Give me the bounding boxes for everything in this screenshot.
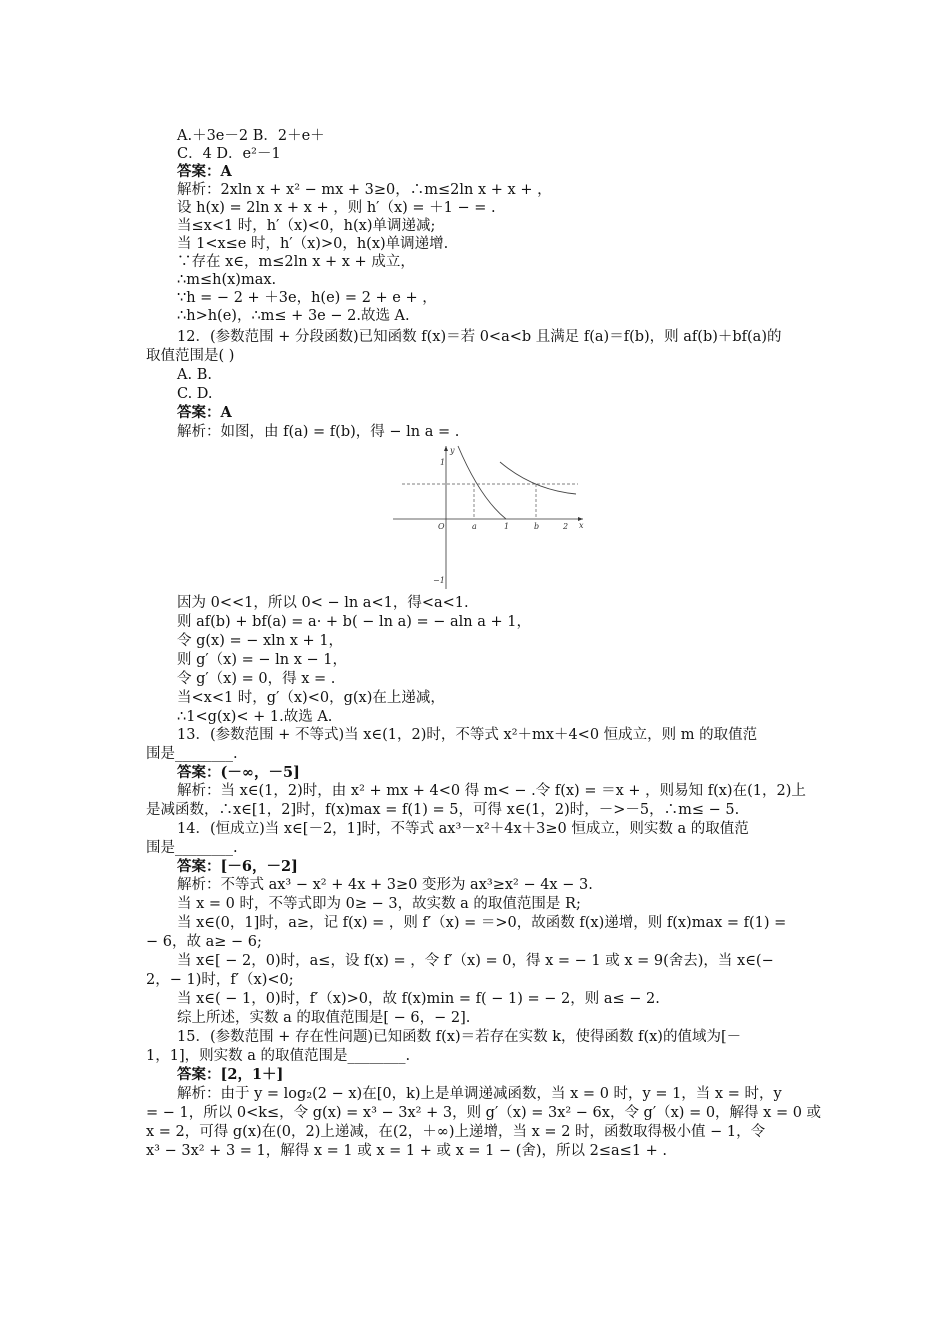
solution-line: 因为 0<<1，所以 0< − ln a<1，得<a<1. [177, 595, 469, 611]
question-13: 13．(参数范围 + 不等式)当 x∈(1，2)时，不等式 x²＋mx＋4<0 恒成立，则 m 的取值范 [177, 727, 758, 743]
solution-line: ∴1<g(x)< + 1.故选 A. [177, 709, 333, 725]
solution-line: 解析：当 x∈(1，2)时，由 x² + mx + 4<0 得 m< − .令 f(x) = ＝x + ，则易知 f(x)在(1，2)上 [177, 783, 806, 799]
answer-line: 答案：A [177, 404, 232, 421]
solution-line: 解析：由于 y = log₂(2 − x)在[0，k)上是单调递减函数，当 x = 0 时，y = 1，当 x = 时，y [177, 1086, 782, 1102]
solution-line: 解析：不等式 ax³ − x² + 4x + 3≥0 变形为 ax³≥x² − 4x − 3. [177, 877, 593, 893]
tick-x-b: b [534, 522, 540, 531]
solution-line: 当 x = 0 时，不等式即为 0≥ − 3，故实数 a 的取值范围是 R; [177, 896, 581, 912]
solution-line: ∵存在 x∈，m≤2ln x + x + 成立， [177, 254, 415, 270]
solution-line: x = 2，可得 g(x)在(0，2)上递减，在(2，＋∞)上递增，当 x = 2 时，函数取得极小值 − 1，令 [146, 1124, 766, 1140]
solution-line: 令 g(x) = − xln x + 1， [177, 633, 344, 649]
solution-line: = − 1，所以 0<k≤，令 g(x) = x³ − 3x² + 3，则 g′（x) = 3x² − 6x，令 g′（x) = 0，解得 x = 0 或 [146, 1105, 822, 1121]
solution-line: x³ − 3x² + 3 = 1，解得 x = 1 或 x = 1 + 或 x = 1 − (舍)，所以 2≤a≤1 + . [146, 1143, 668, 1159]
solution-line: ∴h>h(e)，∴m≤ + 3e − 2.故选 A. [177, 308, 410, 324]
left-branch-curve [458, 446, 506, 519]
choice-line-cd: C．4 D．e²－1 [177, 146, 281, 162]
answer-line: 答案：[2，1＋] [177, 1066, 284, 1083]
question-13-cont: 围是________. [146, 746, 238, 762]
right-branch-curve [500, 462, 576, 494]
solution-line: ∵h = − 2 + ＋3e，h(e) = 2 + e + ， [177, 290, 437, 306]
question-14-cont: 围是________. [146, 840, 238, 856]
tick-y-bottom: −1 [433, 576, 445, 585]
solution-line: − 6，故 a≥ − 6; [146, 934, 262, 950]
solution-line: 解析：2xln x + x² − mx + 3≥0，∴m≤2ln x + x + ， [177, 182, 552, 198]
solution-line: 当 x∈( − 1，0)时，f′（x)>0，故 f(x)min = f( − 1) = − 2，则 a≤ − 2. [177, 991, 660, 1007]
solution-line: 当≤x<1 时，h′（x)<0，h(x)单调递减; [177, 218, 436, 234]
solution-line: 则 g′（x) = − ln x − 1， [177, 652, 347, 668]
solution-line: 当 x∈[ − 2，0)时，a≤，设 f(x) = ，令 f′（x) = 0，得 x = − 1 或 x = 9(舍去)，当 x∈(− [177, 953, 774, 969]
origin-label: O [438, 522, 445, 531]
solution-line: 当 x∈(0，1]时，a≥，记 f(x) = ，则 f′（x) = ＝>0，故函数 f(x)递增，则 f(x)max = f(1) = [177, 915, 787, 931]
choice-line-ab: A. B. [177, 367, 212, 383]
answer-line: 答案：[－6，－2] [177, 858, 298, 875]
solution-line: 设 h(x) = 2ln x + x + ，则 h′（x) = ＋1 − = . [177, 200, 496, 216]
solution-line: 则 af(b) + bf(a) = a· + b( − ln a) = − aln a + 1， [177, 614, 531, 630]
question-15-cont: 1，1]，则实数 a 的取值范围是________. [146, 1048, 411, 1064]
solution-line: 是减函数，∴x∈[1，2]时，f(x)max = f(1) = 5，可得 x∈(1，2)时，－>－5，∴m≤ − 5. [146, 802, 740, 818]
function-graph-figure [388, 442, 593, 592]
tick-x-1: 1 [504, 522, 510, 531]
question-14: 14．(恒成立)当 x∈[－2，1]时，不等式 ax³－x²＋4x＋3≥0 恒成立，则实数 a 的取值范 [177, 821, 749, 837]
tick-x-2: 2 [563, 522, 569, 531]
solution-line: 令 g′（x) = 0，得 x = . [177, 671, 336, 687]
answer-line: 答案：A [177, 163, 232, 180]
y-axis-arrow [444, 446, 448, 451]
y-axis-label: y [450, 446, 455, 455]
tick-x-a: a [472, 522, 477, 531]
x-axis-label: x [579, 521, 584, 530]
solution-line: 当 1<x≤e 时，h′（x)>0，h(x)单调递增. [177, 236, 449, 252]
question-15: 15．(参数范围 + 存在性问题)已知函数 f(x)＝若存在实数 k，使得函数 f(x)的值域为[－ [177, 1029, 742, 1045]
choice-line-cd: C. D. [177, 386, 213, 402]
solution-line: 解析：如图，由 f(a) = f(b)，得 − ln a = . [177, 424, 460, 440]
solution-line: 综上所述，实数 a 的取值范围是[ − 6，− 2]. [177, 1010, 471, 1026]
answer-line: 答案：(－∞，－5] [177, 764, 300, 781]
solution-line: 当<x<1 时，g′（x)<0，g(x)在上递减， [177, 690, 445, 706]
solution-line: ∴m≤h(x)max. [177, 272, 277, 288]
choice-line-ab: A.＋3e－2 B．2＋e＋ [177, 128, 325, 144]
question-12: 12．(参数范围 + 分段函数)已知函数 f(x)＝若 0<a<b 且满足 f(a)＝f(b)，则 af(b)＋bf(a)的 [177, 329, 782, 345]
question-12-cont: 取值范围是( ) [146, 348, 235, 364]
solution-line: 2，− 1)时，f′（x)<0; [146, 972, 294, 988]
tick-y-top: 1 [440, 458, 446, 467]
